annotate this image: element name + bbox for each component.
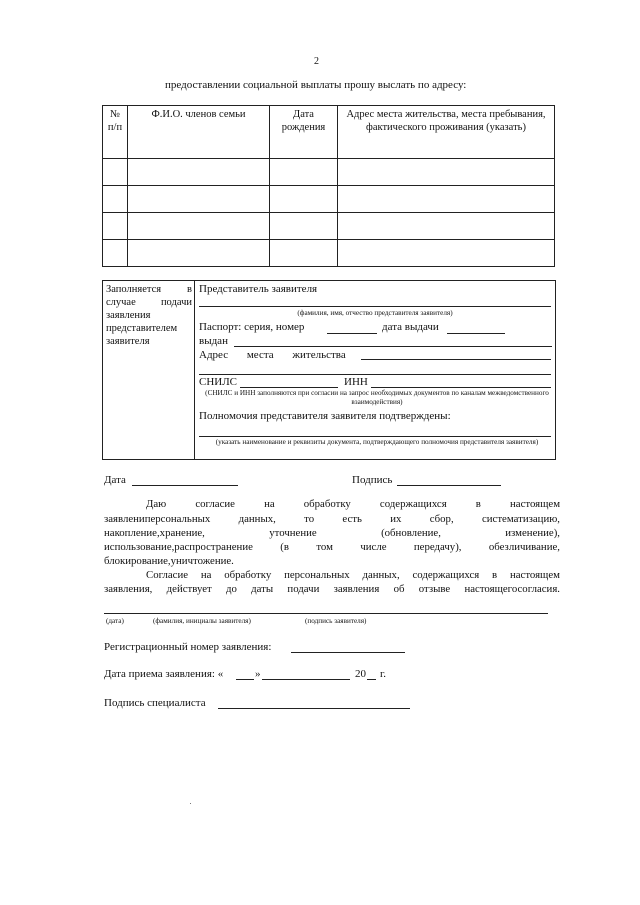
- specialist-sign-field[interactable]: [218, 708, 410, 709]
- consent-word: обработку: [303, 498, 351, 510]
- consent-word: настоящем: [510, 498, 561, 510]
- receipt-day-field[interactable]: [236, 679, 254, 680]
- issue-date-field[interactable]: [447, 333, 505, 334]
- signature-label: Подпись: [352, 474, 393, 486]
- page-number: 2: [314, 56, 319, 67]
- table-cell[interactable]: [128, 159, 270, 186]
- receipt-year-suffix: г.: [380, 668, 387, 680]
- snils-label: СНИЛС: [199, 376, 238, 388]
- issued-label: выдан: [199, 335, 228, 347]
- authority-field[interactable]: [199, 436, 551, 437]
- snils-field[interactable]: [240, 387, 338, 388]
- consent-word: использование,распространение: [104, 541, 253, 553]
- issue-date-label: дата выдачи: [382, 321, 439, 333]
- applicant-sign-line[interactable]: [104, 613, 548, 614]
- fio-caption: (фамилия, имя, отчество представителя заявителя): [297, 309, 453, 317]
- applicant-sign-caption: (подпись заявителя): [305, 617, 367, 625]
- intro-line: предоставлении социальной выплаты прошу выслать по адресу:: [165, 79, 467, 91]
- authority-caption: (указать наименование и реквизиты документа, подтверждающего полномочия представителя заявителя): [215, 438, 539, 446]
- table-row[interactable]: [103, 240, 555, 267]
- consent-word: (в: [280, 541, 289, 553]
- receipt-year-prefix: 20: [355, 668, 366, 680]
- table-cell[interactable]: [128, 240, 270, 267]
- reg-number-label: Регистрационный номер заявления:: [104, 641, 272, 653]
- consent-line-6: Согласие на обработку персональных данных, содержащихся в настоящем: [146, 569, 560, 581]
- consent-word: на: [264, 498, 275, 510]
- table-row[interactable]: [103, 186, 555, 213]
- representative-section: [102, 280, 556, 460]
- consent-word: Даю: [146, 498, 167, 510]
- date-label: Дата: [104, 474, 126, 486]
- signature-field[interactable]: [397, 485, 501, 486]
- date-field[interactable]: [132, 485, 238, 486]
- snils-inn-note: (СНИЛС и ИНН заполняются при согласии на запрос необходимых документов по каналам межведомственного взаимодействия): [205, 389, 549, 406]
- table-cell[interactable]: [338, 240, 555, 267]
- consent-word: то: [304, 513, 315, 525]
- consent-word: обезличивание,: [488, 541, 560, 553]
- passport-number-field[interactable]: [327, 333, 377, 334]
- table-cell[interactable]: [338, 213, 555, 240]
- header-address: Адрес места жительства, места пребывания, фактического проживания (указать): [338, 106, 555, 159]
- table-cell[interactable]: [338, 186, 555, 213]
- receipt-year-field[interactable]: [367, 679, 376, 680]
- table-cell[interactable]: [270, 159, 338, 186]
- reg-number-field[interactable]: [291, 652, 405, 653]
- address-label-text: Адрес места жительства: [199, 349, 346, 361]
- inn-field[interactable]: [371, 387, 551, 388]
- consent-word: накопление,хранение,: [104, 527, 205, 539]
- representative-note: Заполняется в случае подачи заявления представителем заявителя: [106, 284, 192, 347]
- consent-line-5: блокирование,уничтожение.: [104, 555, 234, 567]
- table-row[interactable]: [103, 213, 555, 240]
- specialist-sign-label: Подпись специалиста: [104, 697, 206, 709]
- fio-initials-caption: (фамилия, инициалы заявителя): [153, 617, 251, 625]
- consent-word: изменение),: [505, 527, 561, 539]
- representative-fio-line[interactable]: [199, 306, 551, 307]
- consent-word: их: [390, 513, 402, 525]
- table-cell[interactable]: [270, 186, 338, 213]
- representative-title: Представитель заявителя: [199, 283, 318, 295]
- section-divider: [194, 281, 195, 459]
- date-caption: (дата): [106, 617, 124, 625]
- header-number: № п/п: [103, 106, 128, 159]
- table-header-row: [103, 106, 555, 159]
- consent-word: в: [475, 498, 481, 510]
- consent-word: систематизацию,: [481, 513, 560, 525]
- table-cell[interactable]: [103, 186, 128, 213]
- table-cell[interactable]: [103, 213, 128, 240]
- consent-word: содержащихся: [379, 498, 447, 510]
- receipt-date-label: Дата приема заявления: «: [104, 668, 224, 680]
- consent-word: числе: [360, 541, 387, 553]
- consent-line-3: [104, 527, 560, 540]
- table-cell[interactable]: [128, 186, 270, 213]
- family-members-table: [102, 105, 555, 267]
- consent-word: уточнение: [269, 527, 317, 539]
- consent-word: заявлениперсональных: [104, 513, 211, 525]
- address-label: [199, 349, 351, 361]
- receipt-month-field[interactable]: [262, 679, 350, 680]
- header-birth-date: Дата рождения: [270, 106, 338, 159]
- consent-line-4: [104, 541, 560, 554]
- scan-dot: [190, 803, 191, 804]
- consent-line-7: заявления, действует до даты подачи заявления об отзыве настоящегосогласия.: [104, 583, 560, 595]
- consent-word: согласие: [195, 498, 235, 510]
- table-cell[interactable]: [338, 159, 555, 186]
- table-cell[interactable]: [270, 240, 338, 267]
- table-cell[interactable]: [270, 213, 338, 240]
- passport-label: Паспорт: серия, номер: [199, 321, 305, 333]
- receipt-date-quote: »: [255, 668, 261, 680]
- header-fio: Ф.И.О. членов семьи: [128, 106, 270, 159]
- issued-by-field[interactable]: [234, 346, 552, 347]
- consent-line-2: [104, 513, 560, 526]
- consent-word: сбор,: [429, 513, 454, 525]
- address-field-line2[interactable]: [199, 374, 551, 375]
- consent-word: данных,: [238, 513, 276, 525]
- consent-word: есть: [342, 513, 362, 525]
- inn-label: ИНН: [344, 376, 368, 388]
- table-cell[interactable]: [128, 213, 270, 240]
- authority-label: Полномочия представителя заявителя подтверждены:: [199, 410, 451, 422]
- consent-word: том: [316, 541, 333, 553]
- consent-line-1: [104, 498, 560, 511]
- table-row[interactable]: [103, 159, 555, 186]
- table-cell[interactable]: [103, 159, 128, 186]
- address-field[interactable]: [361, 359, 551, 360]
- consent-word: передачу),: [413, 541, 462, 553]
- consent-word: (обновление,: [381, 527, 441, 539]
- table-cell[interactable]: [103, 240, 128, 267]
